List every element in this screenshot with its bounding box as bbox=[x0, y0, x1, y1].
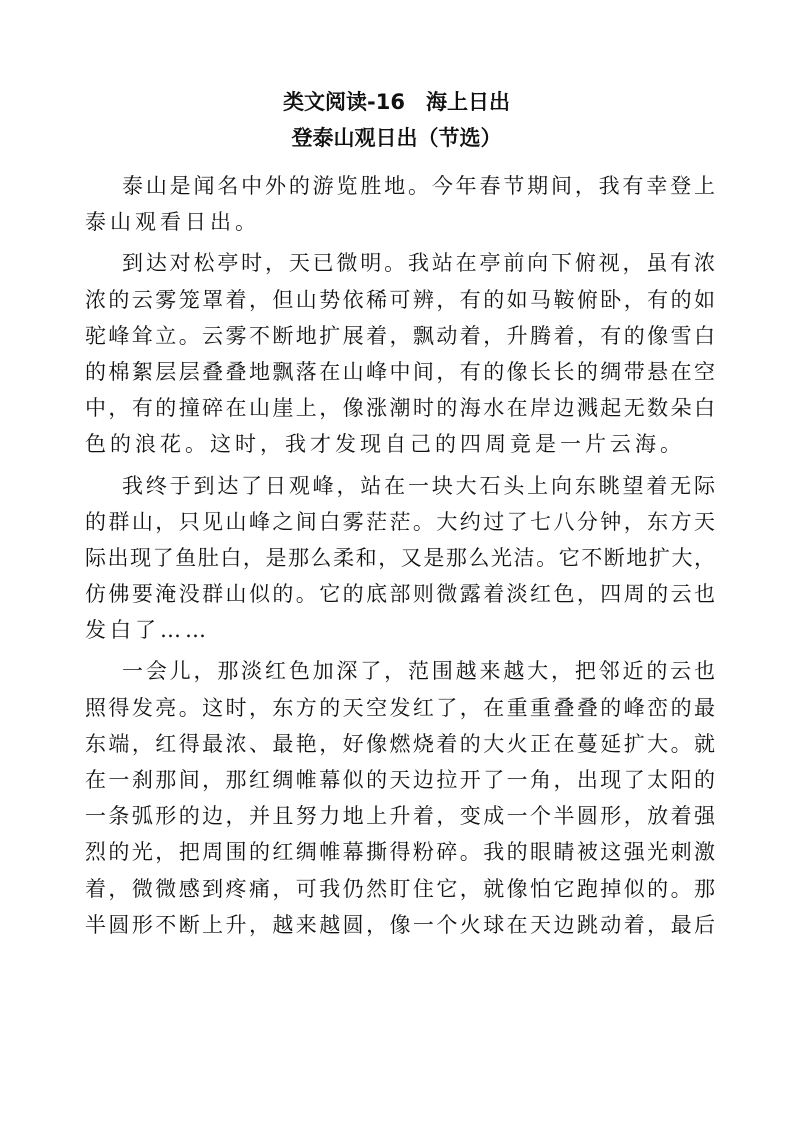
document-subtitle: 登泰山观日出（节选） bbox=[291, 126, 502, 150]
text-line: 仿佛要淹没群山似的。它的底部则微露着淡红色，四周的云也 bbox=[85, 582, 715, 607]
text-line: 一条弧形的边，并且努力地上升着，变成一个半圆形，放着强 bbox=[85, 804, 715, 829]
document-title: 类文阅读-16 海上日出 bbox=[283, 90, 510, 114]
text-line: 的棉絮层层叠叠地飘落在山峰中间，有的像长长的绸带悬在空 bbox=[85, 359, 715, 384]
text-line: 泰山观看日出。 bbox=[85, 210, 260, 235]
text-line: 半圆形不断上升，越来越圆，像一个火球在天边跳动着，最后 bbox=[85, 912, 715, 937]
text-line: 的群山，只见山峰之间白雾茫茫。大约过了七八分钟，东方天 bbox=[85, 509, 715, 534]
paragraph bbox=[85, 245, 715, 462]
text-line: 东端，红得最浓、最艳，好像燃烧着的大火正在蔓延扩大。就 bbox=[85, 731, 715, 756]
text-line: 照得发亮。这时，东方的天空发红了，在重重叠叠的峰峦的最 bbox=[85, 695, 715, 720]
text-line: 一会儿，那淡红色加深了，范围越来越大，把邻近的云也 bbox=[122, 659, 715, 684]
paragraph bbox=[85, 168, 715, 240]
text-line: 浓的云雾笼罩着，但山势依稀可辨，有的如马鞍俯卧，有的如 bbox=[85, 287, 715, 312]
text-line: 在一刹那间，那红绸帷幕似的天边拉开了一角，出现了太阳的 bbox=[85, 768, 715, 792]
text-line: 际出现了鱼肚白，是那么柔和，又是那么光洁。它不断地扩大， bbox=[85, 545, 715, 570]
text-line: 到达对松亭时，天已微明。我站在亭前向下俯视，虽有浓 bbox=[122, 251, 715, 276]
text-line: 驼峰耸立。云雾不断地扩展着，飘动着，升腾着，有的像雪白 bbox=[85, 323, 715, 348]
article-body bbox=[85, 168, 715, 948]
text-line: 中，有的撞碎在山崖上，像涨潮时的海水在岸边溅起无数朵白 bbox=[85, 396, 715, 421]
text-line: 烈的光，把周围的红绸帷幕撕得粉碎。我的眼睛被这强光刺激 bbox=[85, 840, 715, 865]
paragraph bbox=[85, 653, 715, 943]
text-line: 发白了…… bbox=[85, 618, 210, 643]
text-line: 泰山是闻名中外的游览胜地。今年春节期间，我有幸登上 bbox=[122, 174, 715, 198]
text-line: 着，微微感到疼痛，可我仍然盯住它，就像怕它跑掉似的。那 bbox=[85, 876, 715, 901]
text-line: 我终于到达了日观峰，站在一块大石头上向东眺望着无际 bbox=[122, 473, 715, 498]
text-line: 色的浪花。这时，我才发现自己的四周竟是一片云海。 bbox=[85, 432, 685, 457]
paragraph bbox=[85, 468, 715, 649]
